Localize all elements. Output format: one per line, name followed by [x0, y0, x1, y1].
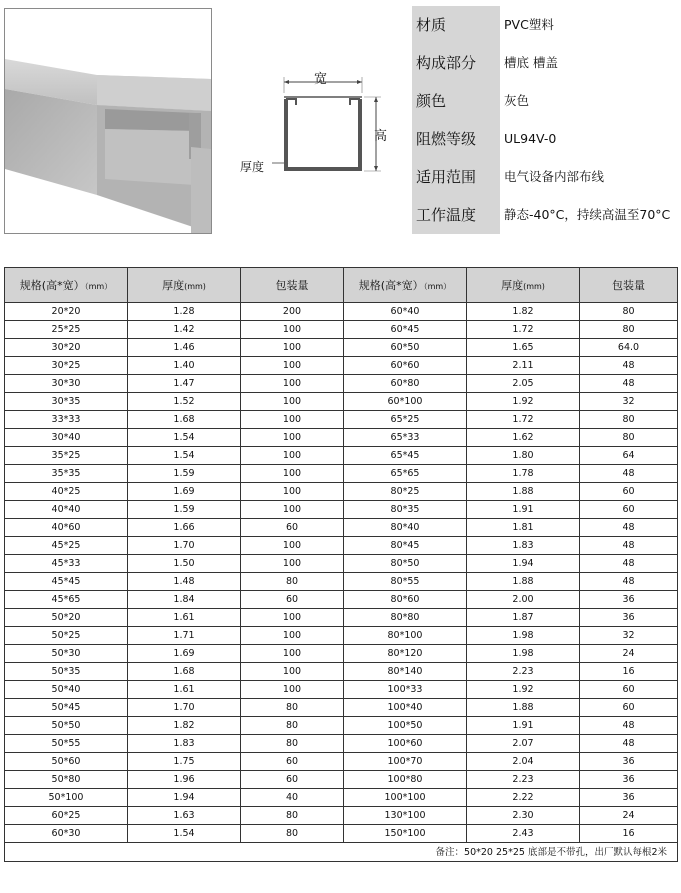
table-cell: 60 [580, 681, 678, 699]
table-cell: 1.94 [467, 555, 580, 573]
table-row [5, 501, 678, 519]
table-cell: 60*30 [5, 825, 128, 843]
table-cell: 100 [241, 681, 344, 699]
table-cell: 1.46 [128, 339, 241, 357]
table-cell: 80 [580, 411, 678, 429]
table-cell: 1.92 [467, 681, 580, 699]
table-row [5, 393, 678, 411]
table-cell: 60*50 [344, 339, 467, 357]
header-package: 包装量 [580, 268, 678, 303]
table-cell: 1.40 [128, 357, 241, 375]
table-row [5, 573, 678, 591]
table-row [5, 321, 678, 339]
table-cell: 1.83 [128, 735, 241, 753]
spec-key: 阻燃等级 [412, 120, 500, 158]
table-cell: 48 [580, 357, 678, 375]
table-cell: 36 [580, 789, 678, 807]
table-cell: 1.84 [128, 591, 241, 609]
table-cell: 100*70 [344, 753, 467, 771]
table-cell: 48 [580, 735, 678, 753]
table-cell: 50*30 [5, 645, 128, 663]
table-row [5, 663, 678, 681]
table-row [5, 465, 678, 483]
table-cell: 80*120 [344, 645, 467, 663]
table-cell: 100 [241, 645, 344, 663]
table-cell: 60*100 [344, 393, 467, 411]
table-cell: 60*45 [344, 321, 467, 339]
table-cell: 32 [580, 393, 678, 411]
table-cell: 1.71 [128, 627, 241, 645]
table-cell: 1.94 [128, 789, 241, 807]
table-cell: 1.88 [467, 573, 580, 591]
diagram-thickness-label: 厚度 [240, 160, 265, 174]
table-cell: 80*40 [344, 519, 467, 537]
table-cell: 1.50 [128, 555, 241, 573]
table-row [5, 483, 678, 501]
spec-row-material [412, 6, 681, 44]
table-note-row [5, 843, 678, 862]
table-cell: 30*35 [5, 393, 128, 411]
table-cell: 80 [241, 825, 344, 843]
table-cell: 1.98 [467, 627, 580, 645]
table-cell: 48 [580, 537, 678, 555]
table-cell: 1.83 [467, 537, 580, 555]
table-cell: 100*100 [344, 789, 467, 807]
table-row [5, 699, 678, 717]
table-cell: 1.61 [128, 609, 241, 627]
spec-row-temperature [412, 196, 681, 234]
spec-row-application [412, 158, 681, 196]
table-cell: 100*33 [344, 681, 467, 699]
table-cell: 1.28 [128, 303, 241, 321]
table-cell: 1.48 [128, 573, 241, 591]
table-cell: 36 [580, 753, 678, 771]
table-cell: 80*35 [344, 501, 467, 519]
spec-key: 构成部分 [412, 44, 500, 82]
table-cell: 1.91 [467, 501, 580, 519]
table-cell: 2.30 [467, 807, 580, 825]
table-header-row [5, 268, 678, 303]
table-cell: 1.47 [128, 375, 241, 393]
table-cell: 45*25 [5, 537, 128, 555]
table-cell: 80 [241, 699, 344, 717]
table-row [5, 681, 678, 699]
table-cell: 36 [580, 771, 678, 789]
spec-value: 静态-40°C，持续高温至70°C [504, 207, 671, 222]
diagram-width-label: 宽 [314, 72, 328, 87]
table-row [5, 591, 678, 609]
table-note: 备注：50*20 25*25 底部是不带孔，出厂默认每根2米 [5, 843, 678, 862]
table-cell: 1.81 [467, 519, 580, 537]
table-cell: 100 [241, 465, 344, 483]
table-cell: 1.70 [128, 537, 241, 555]
table-cell: 32 [580, 627, 678, 645]
table-cell: 2.05 [467, 375, 580, 393]
table-cell: 1.92 [467, 393, 580, 411]
table-row [5, 771, 678, 789]
table-cell: 80*100 [344, 627, 467, 645]
table-cell: 1.65 [467, 339, 580, 357]
table-row [5, 537, 678, 555]
table-cell: 60 [580, 699, 678, 717]
table-cell: 1.68 [128, 411, 241, 429]
table-cell: 40*40 [5, 501, 128, 519]
spec-key: 工作温度 [412, 196, 500, 234]
spec-row-components [412, 44, 681, 82]
table-cell: 1.82 [128, 717, 241, 735]
pvc-trunking-photo-icon [5, 9, 211, 233]
table-cell: 1.54 [128, 429, 241, 447]
table-cell: 24 [580, 645, 678, 663]
table-cell: 40 [241, 789, 344, 807]
table-cell: 1.75 [128, 753, 241, 771]
table-cell: 100 [241, 627, 344, 645]
table-row [5, 303, 678, 321]
header-thickness: 厚度(mm) [467, 268, 580, 303]
table-cell: 45*65 [5, 591, 128, 609]
table-cell: 60*25 [5, 807, 128, 825]
table-cell: 80 [241, 735, 344, 753]
table-cell: 60 [241, 519, 344, 537]
table-cell: 16 [580, 825, 678, 843]
diagram-height-label: 高 [374, 129, 388, 144]
table-cell: 100 [241, 537, 344, 555]
table-row [5, 339, 678, 357]
table-cell: 100 [241, 555, 344, 573]
table-cell: 30*20 [5, 339, 128, 357]
table-row [5, 411, 678, 429]
table-cell: 1.52 [128, 393, 241, 411]
spec-value: 电气设备内部布线 [504, 169, 605, 184]
table-cell: 80 [241, 717, 344, 735]
table-cell: 30*25 [5, 357, 128, 375]
table-cell: 60*60 [344, 357, 467, 375]
table-cell: 50*35 [5, 663, 128, 681]
table-cell: 1.68 [128, 663, 241, 681]
table-cell: 60 [580, 501, 678, 519]
table-cell: 1.70 [128, 699, 241, 717]
table-cell: 48 [580, 717, 678, 735]
table-row [5, 735, 678, 753]
table-cell: 100 [241, 663, 344, 681]
header-spec: 规格(高*宽）（mm） [5, 268, 128, 303]
header-thickness: 厚度(mm) [128, 268, 241, 303]
table-cell: 150*100 [344, 825, 467, 843]
table-cell: 1.72 [467, 321, 580, 339]
table-cell: 1.54 [128, 825, 241, 843]
table-row [5, 519, 678, 537]
table-cell: 100 [241, 357, 344, 375]
table-cell: 60 [241, 591, 344, 609]
table-cell: 100 [241, 429, 344, 447]
table-row [5, 429, 678, 447]
table-cell: 200 [241, 303, 344, 321]
table-cell: 50*55 [5, 735, 128, 753]
table-cell: 48 [580, 519, 678, 537]
table-cell: 80 [241, 807, 344, 825]
spec-row-flame-rating [412, 120, 681, 158]
table-cell: 16 [580, 663, 678, 681]
table-body [5, 303, 678, 843]
table-cell: 100 [241, 321, 344, 339]
spec-key: 材质 [412, 6, 500, 44]
table-cell: 80*25 [344, 483, 467, 501]
table-cell: 45*33 [5, 555, 128, 573]
table-cell: 100 [241, 483, 344, 501]
table-cell: 25*25 [5, 321, 128, 339]
table-cell: 100 [241, 339, 344, 357]
table-cell: 30*40 [5, 429, 128, 447]
table-cell: 65*45 [344, 447, 467, 465]
table-cell: 48 [580, 375, 678, 393]
table-row [5, 645, 678, 663]
table-cell: 1.87 [467, 609, 580, 627]
table-cell: 64 [580, 447, 678, 465]
table-row [5, 627, 678, 645]
spec-list [412, 6, 681, 236]
table-cell: 100*60 [344, 735, 467, 753]
table-cell: 50*25 [5, 627, 128, 645]
header-package: 包装量 [241, 268, 344, 303]
table-cell: 50*100 [5, 789, 128, 807]
table-cell: 80 [580, 429, 678, 447]
table-cell: 100 [241, 447, 344, 465]
table-row [5, 825, 678, 843]
table-cell: 65*25 [344, 411, 467, 429]
table-cell: 30*30 [5, 375, 128, 393]
table-row [5, 555, 678, 573]
table-cell: 1.62 [467, 429, 580, 447]
table-cell: 1.72 [467, 411, 580, 429]
table-cell: 60 [580, 483, 678, 501]
table-row [5, 447, 678, 465]
spec-key: 颜色 [412, 82, 500, 120]
table-cell: 100*50 [344, 717, 467, 735]
table-cell: 33*33 [5, 411, 128, 429]
table-cell: 36 [580, 591, 678, 609]
table-cell: 2.00 [467, 591, 580, 609]
table-cell: 50*20 [5, 609, 128, 627]
table-cell: 1.98 [467, 645, 580, 663]
table-cell: 64.0 [580, 339, 678, 357]
table-cell: 1.59 [128, 465, 241, 483]
table-cell: 1.69 [128, 645, 241, 663]
table-cell: 100 [241, 393, 344, 411]
table-cell: 100 [241, 501, 344, 519]
spec-value: PVC塑料 [504, 17, 554, 32]
table-row [5, 717, 678, 735]
table-cell: 80*45 [344, 537, 467, 555]
table-cell: 1.63 [128, 807, 241, 825]
table-cell: 1.59 [128, 501, 241, 519]
table-row [5, 789, 678, 807]
table-cell: 60*40 [344, 303, 467, 321]
table-cell: 65*33 [344, 429, 467, 447]
table-cell: 40*25 [5, 483, 128, 501]
table-cell: 1.82 [467, 303, 580, 321]
table-cell: 1.88 [467, 483, 580, 501]
spec-value: UL94V-0 [504, 131, 557, 146]
table-cell: 48 [580, 573, 678, 591]
spec-row-color [412, 82, 681, 120]
table-cell: 100 [241, 411, 344, 429]
table-cell: 50*60 [5, 753, 128, 771]
table-cell: 100 [241, 375, 344, 393]
table-cell: 35*35 [5, 465, 128, 483]
table-cell: 60 [241, 753, 344, 771]
table-cell: 2.07 [467, 735, 580, 753]
table-cell: 130*100 [344, 807, 467, 825]
table-cell: 1.91 [467, 717, 580, 735]
table-cell: 48 [580, 465, 678, 483]
table-cell: 1.80 [467, 447, 580, 465]
table-cell: 50*80 [5, 771, 128, 789]
product-photo [4, 8, 212, 234]
table-row [5, 609, 678, 627]
table-cell: 50*50 [5, 717, 128, 735]
table-cell: 80 [580, 321, 678, 339]
table-cell: 1.69 [128, 483, 241, 501]
table-cell: 80*60 [344, 591, 467, 609]
table-cell: 1.42 [128, 321, 241, 339]
table-cell: 24 [580, 807, 678, 825]
spec-value: 槽底 槽盖 [504, 55, 558, 70]
table-row [5, 375, 678, 393]
table-cell: 2.22 [467, 789, 580, 807]
table-cell: 48 [580, 555, 678, 573]
table-cell: 50*40 [5, 681, 128, 699]
cross-section-diagram [236, 55, 396, 185]
table-cell: 20*20 [5, 303, 128, 321]
table-cell: 1.61 [128, 681, 241, 699]
table-cell: 60 [241, 771, 344, 789]
table-cell: 2.23 [467, 771, 580, 789]
table-cell: 100*40 [344, 699, 467, 717]
table-cell: 1.78 [467, 465, 580, 483]
spec-key: 适用范围 [412, 158, 500, 196]
table-cell: 65*65 [344, 465, 467, 483]
table-cell: 2.04 [467, 753, 580, 771]
table-cell: 40*60 [5, 519, 128, 537]
table-cell: 45*45 [5, 573, 128, 591]
table-cell: 35*25 [5, 447, 128, 465]
table-cell: 100 [241, 609, 344, 627]
spec-value: 灰色 [504, 93, 530, 108]
table-cell: 1.66 [128, 519, 241, 537]
table-cell: 2.43 [467, 825, 580, 843]
table-cell: 36 [580, 609, 678, 627]
table-cell: 50*45 [5, 699, 128, 717]
header-spec: 规格(高*宽）（mm） [344, 268, 467, 303]
table-cell: 2.11 [467, 357, 580, 375]
table-cell: 80*80 [344, 609, 467, 627]
table-row [5, 357, 678, 375]
table-cell: 2.23 [467, 663, 580, 681]
table-cell: 100*80 [344, 771, 467, 789]
table-cell: 80*55 [344, 573, 467, 591]
table-cell: 1.96 [128, 771, 241, 789]
table-cell: 60*80 [344, 375, 467, 393]
table-cell: 80*140 [344, 663, 467, 681]
table-cell: 80 [580, 303, 678, 321]
table-cell: 1.54 [128, 447, 241, 465]
table-row [5, 753, 678, 771]
table-cell: 80*50 [344, 555, 467, 573]
table-row [5, 807, 678, 825]
size-table [4, 267, 678, 862]
table-cell: 80 [241, 573, 344, 591]
table-cell: 1.88 [467, 699, 580, 717]
